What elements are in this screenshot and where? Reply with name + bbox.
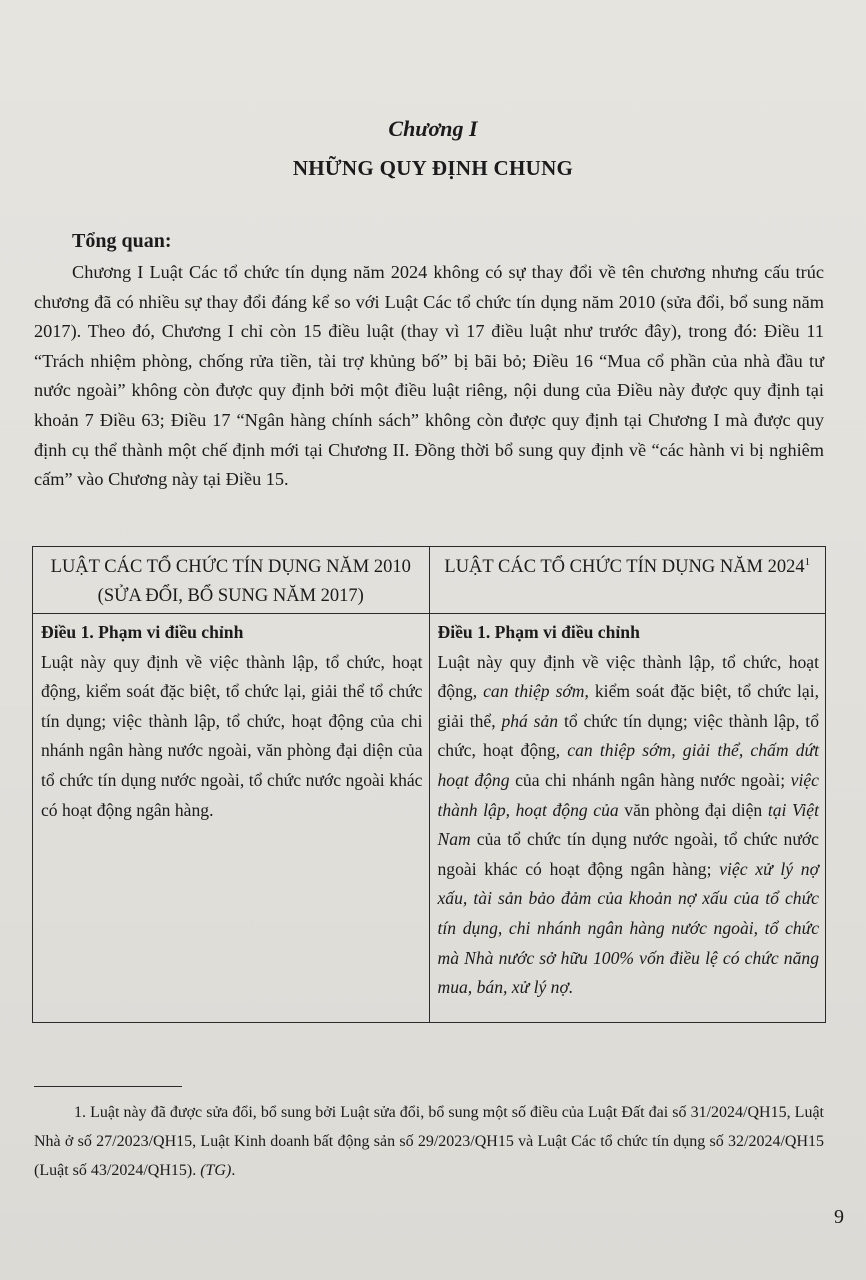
footnote-end: . <box>231 1162 236 1179</box>
left-cell <box>33 614 430 1023</box>
right-article-text <box>438 648 820 1003</box>
table-header-row <box>33 547 826 614</box>
right-header-text: LUẬT CÁC TỔ CHỨC TÍN DỤNG NĂM 2024 <box>444 557 805 577</box>
left-article-text: Luật này quy định về việc thành lập, tổ chức, hoạt động, kiểm soát đặc biệt, tổ chức lại, giải thể tổ chức tín dụng; việc thành lập, tổ chức, hoạt động của chi nhánh ngân hàng nước ngoài, văn phòng đại diện của tổ chức tín dụng nước ngoài, tổ chức nước ngoài khác có hoạt động ngân hàng. <box>41 651 423 820</box>
text-segment: văn phòng đại diện <box>618 799 768 820</box>
amended-text-segment: việc thành lập, hoạt động của <box>437 769 819 820</box>
text-segment: , kiểm soát đặc biệt, tổ chức lại, giải thể, <box>437 681 819 731</box>
footnote <box>34 1098 824 1185</box>
right-column-header <box>429 547 826 614</box>
amended-text-segment: phá sản <box>501 710 559 731</box>
amended-text-segment: can thiệp sớm, giải thể, chấm dứt hoạt động <box>437 740 820 790</box>
amended-text-segment: tại Việt Nam <box>437 799 820 850</box>
right-cell <box>429 614 826 1023</box>
left-header-text: LUẬT CÁC TỔ CHỨC TÍN DỤNG NĂM 2010 (SỬA ĐỔI, BỔ SUNG NĂM 2017) <box>50 557 411 606</box>
left-column-header <box>33 547 430 614</box>
footnote-mark: 1 <box>804 555 811 568</box>
amended-text-segment: can thiệp sớm <box>483 681 585 702</box>
footnote-divider <box>34 1086 182 1087</box>
overview-paragraph: Chương I Luật Các tổ chức tín dụng năm 2024 không có sự thay đổi về tên chương nhưng cấu trúc chương đã có nhiều sự thay đổi đáng kể so với Luật Các tổ chức tín dụng năm 2010 (sửa đổi, bổ sung năm 2017). Theo đó, Chương I chỉ còn 15 điều luật (thay vì 17 điều luật như trước đây), trong đó: Điều 11 “Trách nhiệm phòng, chống rửa tiền, tài trợ khủng bố” bị bãi bỏ; Điều 16 “Mua cổ phần của nhà đầu tư nước ngoài” không còn được quy định bởi một điều luật riêng, nội dung của Điều này được quy định tại khoản 7 Điều 63; Điều 17 “Ngân hàng chính sách” không còn được quy định tại Chương I mà được quy định cụ thể thành một chế định mới tại Chương II. Đồng thời bổ sung quy định về “các hành vi bị nghiêm cấm” vào Chương này tại Điều 15. <box>34 262 824 490</box>
amended-text-segment: việc xử lý nợ xấu, tài sản bảo đảm của khoản nợ xấu của tổ chức tín dụng, chi nhánh ngân hàng nước ngoài, tổ chức mà Nhà nước sở hữu 100% vốn điều lệ có chức năng mua, bán, xử lý nợ. <box>437 858 819 998</box>
chapter-title: NHỮNG QUY ĐỊNH CHUNG <box>292 156 574 180</box>
table-row <box>33 614 826 1023</box>
text-segment: của tổ chức tín dụng nước ngoài, tổ chức nước ngoài khác có hoạt động ngân hàng; <box>437 829 819 879</box>
text-segment: Luật này quy định về việc thành lập, tổ chức, hoạt động, <box>437 651 819 702</box>
footnote-tag: (TG) <box>200 1162 232 1179</box>
text-segment: tổ chức tín dụng; việc thành lập, tổ chức, hoạt động, <box>437 710 819 761</box>
overview-heading: Tổng quan: <box>72 230 172 252</box>
page-number: 9 <box>834 1206 844 1228</box>
text-segment: của chi nhánh ngân hàng nước ngoài; <box>509 769 791 790</box>
comparison-table <box>32 546 826 1023</box>
left-article-heading: Điều 1. Phạm vi điều chỉnh <box>41 622 244 642</box>
footnote-text: 1. Luật này đã được sửa đổi, bổ sung bởi Luật sửa đổi, bổ sung một số điều của Luật Đất đai số 31/2024/QH15, Luật Nhà ở số 27/2023/QH15, Luật Kinh doanh bất động sản số 29/2023/QH15 và Luật Các tổ chức tín dụng số 32/2024/QH15 (Luật số 43/2024/QH15). <box>34 1104 824 1179</box>
chapter-label: Chương I <box>388 116 478 141</box>
right-article-heading: Điều 1. Phạm vi điều chỉnh <box>437 622 640 642</box>
